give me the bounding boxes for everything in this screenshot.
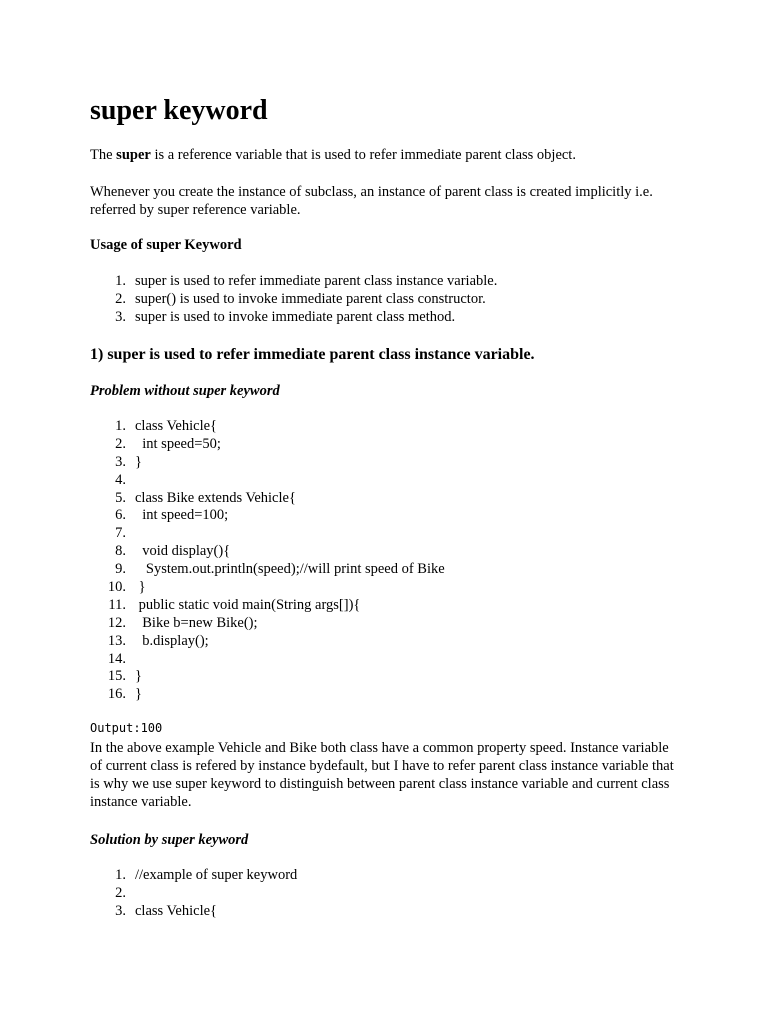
list-item-number: 13. bbox=[107, 632, 126, 649]
list-item-number: 2. bbox=[115, 435, 126, 452]
intro-paragraph bbox=[90, 146, 690, 164]
list-item-number: 6. bbox=[115, 507, 126, 524]
section1-heading: 1) super is used to refer immediate parent class instance variable. bbox=[90, 346, 535, 363]
intro-prefix: The bbox=[90, 147, 117, 163]
list-item-number: 11. bbox=[108, 596, 126, 613]
list-item-number: 1. bbox=[115, 273, 126, 289]
list-item-number: 16. bbox=[107, 686, 126, 703]
list-item-number: 3. bbox=[115, 308, 126, 325]
list-item-number: 1. bbox=[115, 418, 126, 434]
list-item-number: 8. bbox=[115, 543, 126, 560]
list-item-text: super() is used to invoke immediate parent class constructor. bbox=[135, 290, 486, 307]
list-item-number: 12. bbox=[107, 614, 126, 631]
list-item-text: class Vehicle{ bbox=[135, 902, 217, 919]
subclass-paragraph: Whenever you create the instance of subclass, an instance of parent class is created implicitly i.e. referred by super reference variable. bbox=[90, 184, 653, 218]
list-item-text: super is used to refer immediate parent class instance variable. bbox=[135, 273, 498, 289]
list-item-text: Bike b=new Bike(); bbox=[135, 614, 258, 631]
list-item-text: public static void main(String args[]){ bbox=[135, 596, 361, 613]
list-item-text: } bbox=[135, 668, 142, 685]
list-item-text: class Bike extends Vehicle{ bbox=[135, 489, 296, 506]
list-item-text: int speed=100; bbox=[135, 507, 229, 524]
list-item-number: 14. bbox=[107, 650, 126, 667]
page-title: super keyword bbox=[90, 95, 268, 126]
list-item-text: System.out.println(speed);//will print speed of Bike bbox=[135, 561, 445, 578]
list-item-text: super is used to invoke immediate parent class method. bbox=[135, 308, 456, 325]
intro-keyword: super bbox=[116, 147, 151, 163]
list-item-text: b.display(); bbox=[135, 632, 209, 649]
problem-heading: Problem without super keyword bbox=[90, 383, 280, 399]
list-item-text: //example of super keyword bbox=[135, 867, 298, 883]
list-item-number: 7. bbox=[115, 525, 126, 542]
list-item-number: 9. bbox=[115, 561, 126, 578]
list-item-text: } bbox=[135, 453, 142, 470]
list-item-number: 5. bbox=[115, 489, 126, 506]
list-item-number: 3. bbox=[115, 453, 126, 470]
list-item-number: 3. bbox=[115, 902, 126, 919]
list-item-number: 1. bbox=[115, 867, 126, 883]
list-item-text: class Vehicle{ bbox=[135, 418, 217, 434]
list-item-text: } bbox=[135, 686, 142, 703]
output-line: Output:100 bbox=[90, 721, 163, 735]
list-item-number: 2. bbox=[115, 884, 126, 901]
list-item-number: 4. bbox=[115, 471, 126, 488]
usage-heading: Usage of super Keyword bbox=[90, 237, 242, 253]
list-item-text: } bbox=[135, 579, 146, 596]
list-item-text: int speed=50; bbox=[135, 435, 221, 452]
list-item-number: 15. bbox=[107, 668, 126, 685]
intro-suffix: is a reference variable that is used to refer immediate parent class object. bbox=[150, 147, 576, 163]
list-item-text: void display(){ bbox=[135, 543, 231, 560]
list-item-number: 2. bbox=[115, 290, 126, 307]
list-item-number: 10. bbox=[107, 579, 126, 596]
solution-heading: Solution by super keyword bbox=[90, 832, 249, 848]
explanation-paragraph: In the above example Vehicle and Bike both class have a common property speed. Instance variable of current class is refered by instance bydefault, but I have to refer parent class instance variable that is why we use super keyword to distinguish between parent class instance variable and current class instance variable. bbox=[90, 740, 674, 810]
